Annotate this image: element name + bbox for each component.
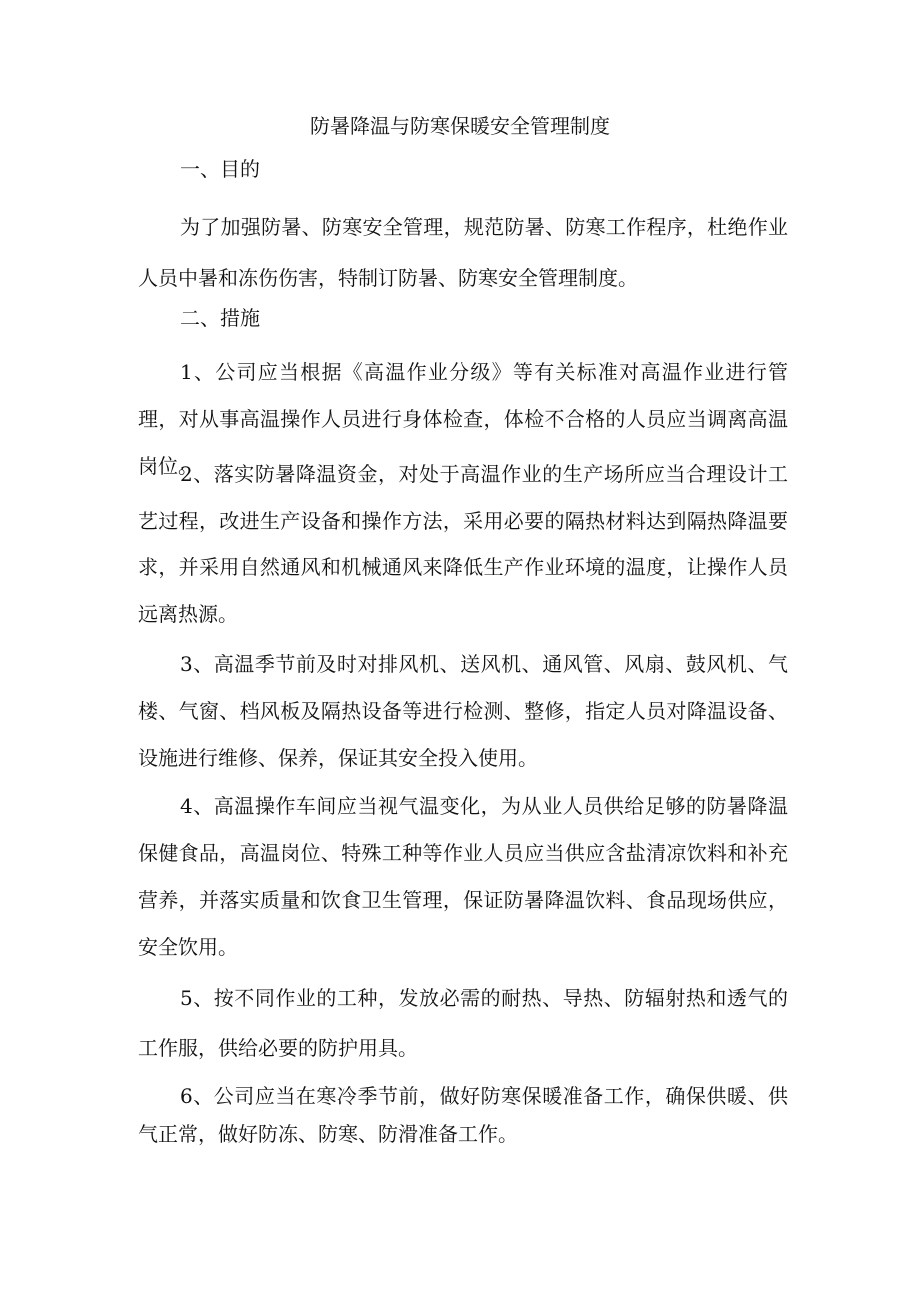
section-heading-measures: 二、措施 [180, 306, 260, 330]
measure-paragraph-4: 4、高温操作车间应当视气温变化，为从业人员供给足够的防暑降温保健食品，高温岗位、特殊工种等作业人员应当供应含盐清凉饮料和补充营养，并落实质量和饮食卫生管理，保证防暑降温饮料、食品现场供应，安全饮用。 [138, 794, 788, 959]
measure-paragraph-2: 2、落实防暑降温资金，对处于高温作业的生产场所应当合理设计工艺过程，改进生产设备和操作方法，采用必要的隔热材料达到隔热降温要求，并采用自然通风和机械通风来降低生产作业环境的温度，让操作人员远离热源。 [138, 462, 788, 626]
measure-paragraph-1: 1、公司应当根据《高温作业分级》等有关标准对高温作业进行管理，对从事高温操作人员进行身体检查，体检不合格的人员应当调离高温岗位。 [138, 360, 788, 478]
measure-paragraph-5: 5、按不同作业的工种，发放必需的耐热、导热、防辐射热和透气的工作服，供给必要的防护用具。 [138, 986, 788, 1060]
section-heading-purpose: 一、目的 [180, 157, 260, 181]
document-title: 防暑降温与防寒保暖安全管理制度 [310, 114, 610, 138]
measure-paragraph-6: 6、公司应当在寒冷季节前，做好防寒保暖准备工作，确保供暖、供气正常，做好防冻、防寒、防滑准备工作。 [138, 1084, 788, 1146]
measure-paragraph-3: 3、高温季节前及时对排风机、送风机、通风管、风扇、鼓风机、气楼、气窗、档风板及隔热设备等进行检测、整修，指定人员对降温设备、设施进行维修、保养，保证其安全投入使用。 [138, 652, 788, 770]
purpose-paragraph: 为了加强防暑、防寒安全管理，规范防暑、防寒工作程序，杜绝作业人员中暑和冻伤伤害，特制订防暑、防寒安全管理制度。 [138, 215, 788, 290]
